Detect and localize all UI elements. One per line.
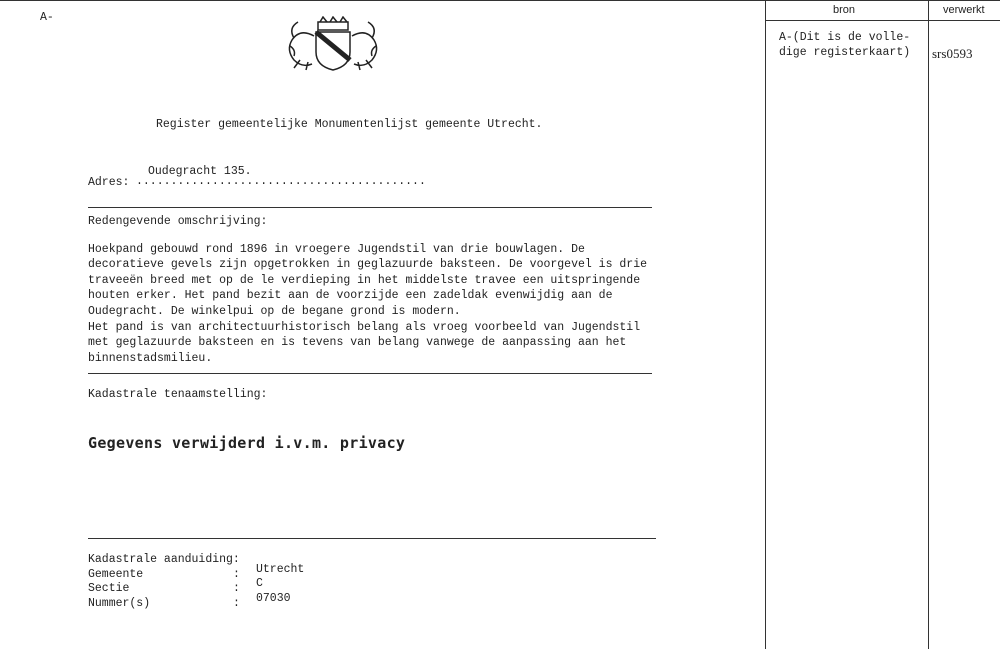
sectie-value: C	[256, 577, 263, 590]
description-line: decoratieve gevels zijn opgetrokken in geglazuurde baksteen. De voorgevel is drie	[88, 258, 647, 272]
side-header-divider	[765, 20, 1000, 21]
address-label: Adres:	[88, 176, 130, 189]
top-border	[0, 0, 1000, 1]
register-title: Register gemeentelijke Monumentenlijst gemeente Utrecht.	[156, 118, 543, 131]
address-value: Oudegracht 135.	[148, 165, 252, 178]
card-code: A-	[40, 11, 54, 24]
bron-line-1: A-(Dit is de volle-	[779, 31, 911, 44]
bron-line-2: dige registerkaart)	[779, 46, 911, 59]
bron-header: bron	[833, 4, 856, 16]
divider-2	[88, 373, 652, 374]
nummer-value: 07030	[256, 592, 291, 605]
description-label: Redengevende omschrijving:	[88, 215, 268, 228]
divider-1	[88, 207, 652, 208]
column-divider-verwerkt	[928, 0, 929, 649]
sectie-sep: :	[233, 582, 240, 595]
privacy-notice: Gegevens verwijderd i.v.m. privacy	[88, 434, 406, 452]
verwerkt-value: srs0593	[932, 46, 973, 61]
gemeente-sep: :	[233, 568, 240, 581]
coat-of-arms-logo	[280, 16, 386, 72]
address-dots: ..........................................	[136, 175, 426, 188]
description-line: Oudegracht. De winkelpui op de begane grond is modern.	[88, 304, 461, 318]
description-line: houten erker. Het pand bezit aan de voorzijde een zadeldak evenwijdig aan de	[88, 289, 613, 303]
divider-3	[88, 538, 656, 539]
gemeente-label: Gemeente	[88, 568, 144, 581]
tenaamstelling-label: Kadastrale tenaamstelling:	[88, 388, 268, 401]
description-line: binnenstadsmilieu.	[88, 351, 213, 365]
description-line: traveeën breed met op de le verdieping in het middelste travee een uitspringende	[88, 273, 641, 287]
gemeente-value: Utrecht	[256, 563, 305, 576]
description-line: met geglazuurde baksteen en is tevens van belang vanwege de aanpassing aan het	[88, 336, 627, 350]
description-text	[88, 226, 647, 382]
verwerkt-header: verwerkt	[943, 4, 985, 16]
nummer-sep: :	[233, 597, 240, 610]
description-line: Hoekpand gebouwd rond 1896 in vroegere Jugendstil van drie bouwlagen. De	[88, 242, 585, 256]
sectie-label: Sectie	[88, 582, 130, 595]
aanduiding-label: Kadastrale aanduiding:	[88, 553, 240, 566]
column-divider-bron	[765, 0, 766, 649]
nummer-label: Nummer(s)	[88, 597, 151, 610]
description-line: Het pand is van architectuurhistorisch belang als vroeg voorbeeld van Jugendstil	[88, 320, 641, 334]
